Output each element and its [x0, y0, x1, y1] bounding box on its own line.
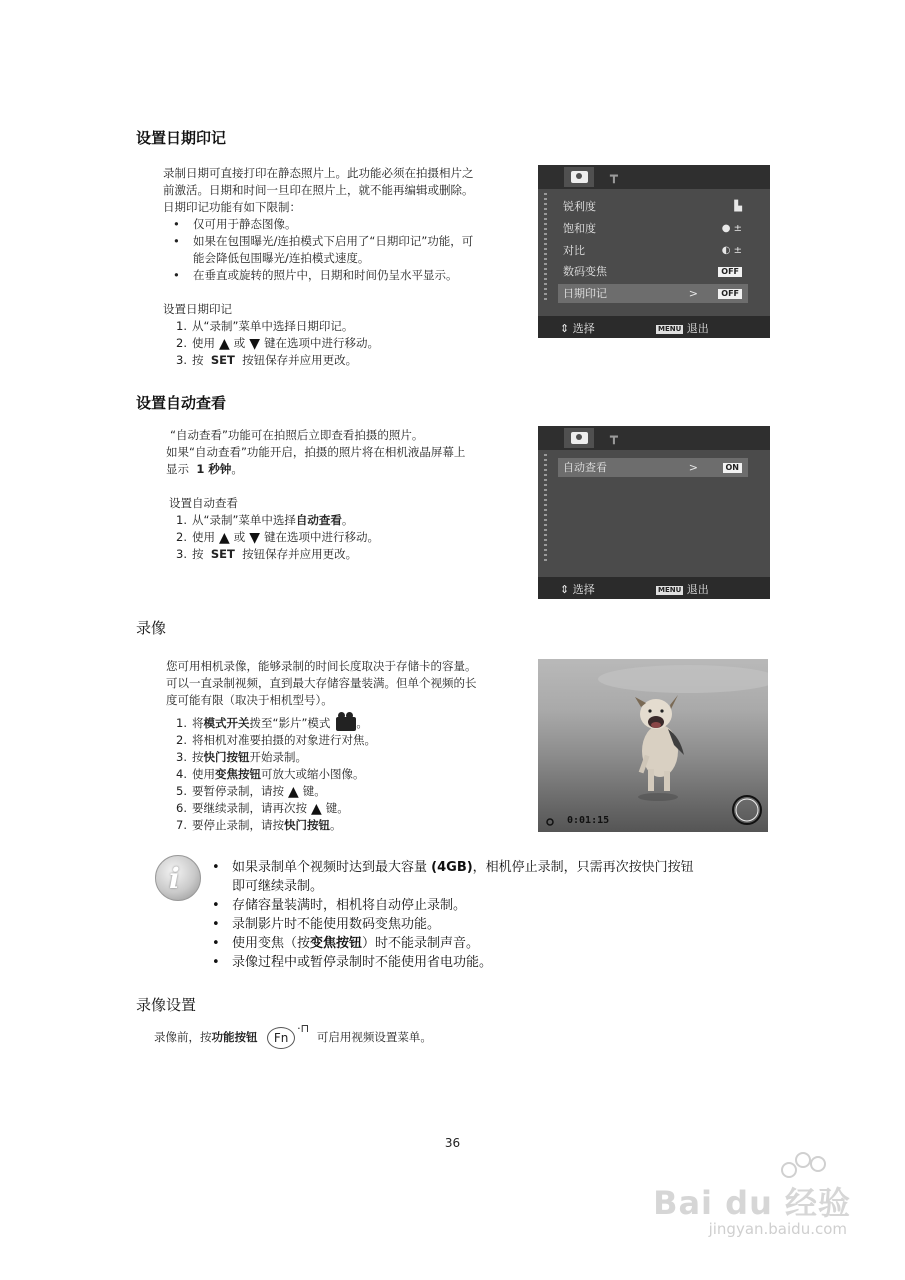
running-dog-image	[538, 659, 768, 832]
steps-title: 设置自动查看	[169, 496, 238, 510]
step-item: 7. 要停止录制，请按 快门按钮 。	[176, 818, 342, 832]
video-recording-preview-photo	[538, 659, 768, 832]
date-stamp-limits-list	[163, 216, 533, 284]
list-item: • 在垂直或旋转的照片中，日期和时间仍呈水平显示。	[173, 268, 458, 282]
intro-line: 可以一直录制视频，直到最大存储容量装满。但单个视频的长	[166, 676, 477, 690]
recording-notes-list	[212, 858, 772, 972]
camera-tab[interactable]	[564, 167, 594, 187]
exit-hint: MENU 退出	[658, 583, 709, 596]
step-item: 2. 使用 ▲ 或 ▼ 键在选项中进行移动。	[176, 335, 380, 352]
date-stamp-intro	[163, 165, 533, 216]
menu-item-digital-zoom[interactable]: 数码变焦 OFF	[563, 262, 748, 281]
scrollbar-dots	[544, 193, 547, 303]
step-item: 3. 按 SET 按钮保存并应用更改。	[176, 353, 358, 367]
menu-tab-bar	[538, 165, 770, 189]
step-item: 1. 从“录制”菜单中选择 自动查看 。	[176, 513, 354, 527]
menu-item-contrast[interactable]: 对比 ◐ ±	[563, 244, 742, 257]
recording-timer: 0:01:15	[567, 815, 610, 826]
list-item: • 如果录制单个视频时达到最大容量 (4GB)，相机停止录制，只需再次按快门按钮 即可继续录制。	[212, 860, 694, 894]
step-item: 1. 从“录制”菜单中选择日期印记。	[176, 319, 354, 333]
list-item: • 录制影片时不能使用数码变焦功能。	[212, 917, 441, 932]
scrollbar-dots	[544, 454, 547, 564]
step-item: 1. 将 模式开关 拨至“影片”模式 。	[176, 715, 536, 732]
down-arrow-icon: ▼	[249, 335, 261, 352]
list-item-text: 录像过程中或暂停录制时不能使用省电功能。	[232, 955, 493, 970]
intro-line: 如果“自动查看”功能开启，拍摄的照片将在相机液晶屏幕上	[166, 445, 466, 459]
intro-line: 显示 1 秒钟。	[166, 462, 243, 476]
list-item: • 使用变焦（按变焦按钮）时不能录制声音。	[212, 936, 480, 951]
menu-item-date-stamp[interactable]: 日期印记 > OFF	[558, 284, 748, 303]
auto-review-steps	[169, 495, 529, 563]
list-item-text: 录制影片时不能使用数码变焦功能。	[232, 917, 441, 932]
menu-tab-bar	[538, 426, 770, 450]
intro-line: 日期印记功能有如下限制：	[163, 200, 301, 214]
list-item-text: 存储容量装满时，相机将自动停止录制。	[232, 898, 467, 913]
camera-menu-screen-date-stamp	[538, 165, 770, 338]
intro-line: 前激活。日期和时间一旦印在照片上，就不能再编辑或删除。	[163, 183, 474, 197]
list-item-text: 在垂直或旋转的照片中，日期和时间仍呈水平显示。	[193, 268, 458, 282]
step-item: 2. 将相机对准要拍摄的对象进行对焦。	[176, 733, 376, 747]
list-item-text: 使用变焦（按变焦按钮）时不能录制声音。	[232, 936, 480, 951]
section-title-recording: 录像	[136, 619, 167, 637]
camera-tab[interactable]	[564, 428, 594, 448]
movie-camera-icon	[336, 717, 356, 731]
intro-line: 您可用相机录像，能够录制的时间长度取决于存储卡的容量。	[166, 659, 477, 673]
step-item: 2. 使用 ▲ 或 ▼ 键在选项中进行移动。	[176, 529, 380, 546]
step-item: 3. 按 快门按钮 开始录制。	[176, 750, 307, 764]
fn-button-icon: Fn	[267, 1027, 295, 1049]
section-title-date-stamp: 设置日期印记	[136, 129, 227, 147]
trash-icon: ·⊓	[297, 1022, 310, 1035]
intro-line: “自动查看”功能可在拍照后立即查看拍摄的照片。	[170, 428, 424, 442]
menu-hint-bar	[538, 316, 770, 338]
step-item: 3. 按 SET 按钮保存并应用更改。	[176, 547, 358, 561]
list-item-text: 如果在包围曝光/连拍模式下启用了“日期印记”功能，可 能会降低包围曝光/连拍模式速度。	[193, 234, 474, 265]
intro-line: 录制日期可直接打印在静态照片上。此功能必须在拍摄相片之	[163, 166, 474, 180]
info-note-icon: i	[155, 855, 201, 901]
list-item-text: 仅可用于静态图像。	[193, 217, 297, 231]
list-item: • 仅可用于静态图像。	[173, 217, 297, 231]
watermark-url: jingyan.baidu.com	[708, 1220, 847, 1238]
step-item: 4. 使用 变焦按钮 可放大或缩小图像。	[176, 767, 365, 781]
list-item: • 存储容量装满时，相机将自动停止录制。	[212, 898, 467, 913]
recording-steps	[176, 715, 536, 834]
section-title-auto-review: 设置自动查看	[136, 394, 227, 412]
list-item: • 如果在包围曝光/连拍模式下启用了“日期印记”功能，可 能会降低包围曝光/连拍模式速度。	[173, 234, 474, 265]
menu-item-auto-review[interactable]: 自动查看 > ON	[558, 458, 748, 477]
select-hint: ⇕ 选择	[560, 322, 595, 335]
steps-title: 设置日期印记	[163, 302, 232, 316]
recording-intro	[166, 658, 531, 709]
video-settings-text: 录像前，按功能按钮 Fn·⊓ 可启用视频设置菜单。	[154, 1017, 654, 1057]
page-number: 36	[444, 1136, 461, 1150]
step-item: 5. 要暂停录制，请按 ▲ 键。	[176, 783, 326, 800]
settings-wrench-icon[interactable]: ┳	[610, 430, 618, 445]
up-arrow-icon: ▲	[288, 783, 299, 800]
select-hint: ⇕ 选择	[560, 583, 595, 596]
camera-menu-screen-auto-review	[538, 426, 770, 599]
menu-item-saturation[interactable]: 饱和度 ● ±	[563, 222, 742, 235]
date-stamp-steps	[163, 301, 523, 369]
list-item-text: 如果录制单个视频时达到最大容量 (4GB)，相机停止录制，只需再次按快门按钮 即可继续录制。	[232, 860, 694, 894]
step-item: 6. 要继续录制，请再次按 ▲ 键。	[176, 800, 349, 817]
watermark-brand: Bai du 经验	[653, 1184, 851, 1222]
intro-line: 度可能有限（取决于相机型号）。	[166, 693, 333, 707]
menu-item-sharpness[interactable]: 锐利度 ▙	[563, 200, 742, 213]
exit-hint: MENU 退出	[658, 322, 709, 335]
down-arrow-icon: ▼	[249, 529, 261, 546]
menu-hint-bar	[538, 577, 770, 599]
list-item: • 录像过程中或暂停录制时不能使用省电功能。	[212, 955, 493, 970]
settings-wrench-icon[interactable]: ┳	[610, 169, 618, 184]
up-arrow-icon: ▲	[219, 529, 230, 546]
up-arrow-icon: ▲	[219, 335, 230, 352]
up-arrow-icon: ▲	[311, 800, 322, 817]
section-title-video-settings: 录像设置	[136, 996, 197, 1014]
auto-review-intro	[166, 427, 536, 478]
